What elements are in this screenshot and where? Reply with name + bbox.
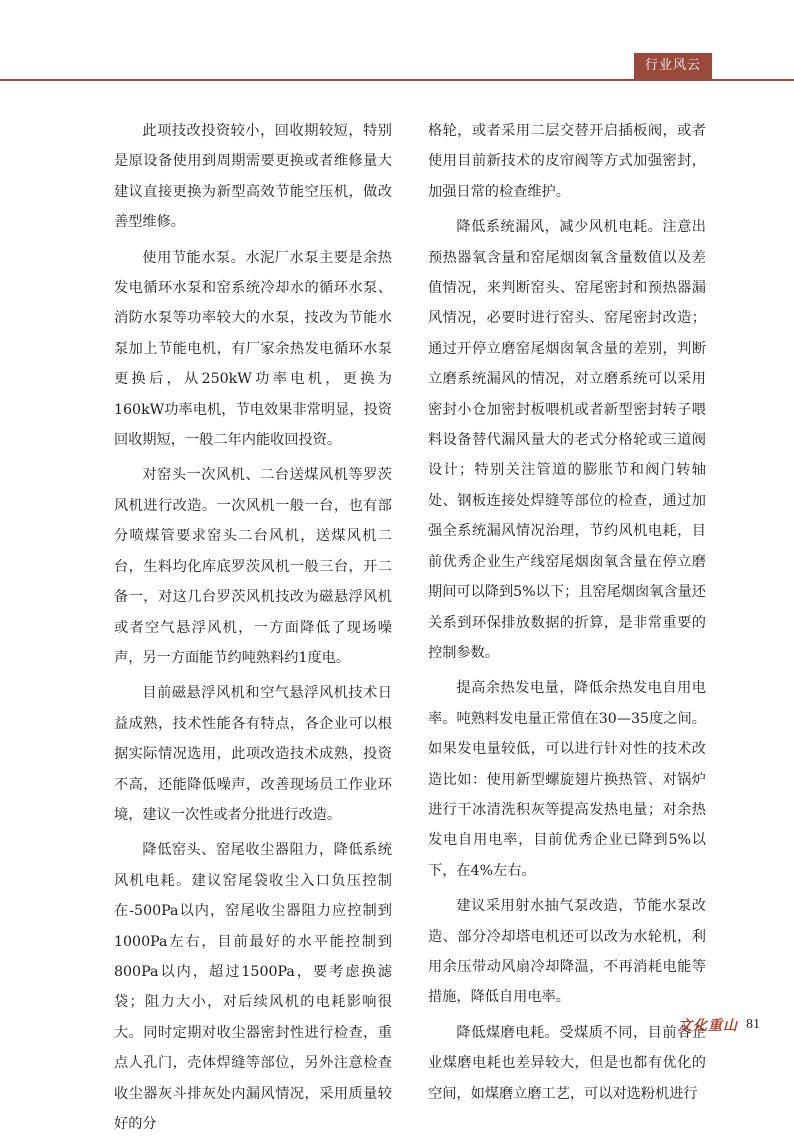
- right-column: [428, 116, 706, 1114]
- paragraph: 目前磁悬浮风机和空气悬浮风机技术日益成熟，技术性能各有特点，各企业可以根据实际情况选用，此项改造技术成熟，投资不高，还能降低噪声，改善现场员工作业环境，建议一次性或者分批进行改造。: [114, 685, 392, 823]
- publication-logo: 文化重山: [678, 1018, 738, 1034]
- paragraph: 使用节能水泵。水泥厂水泵主要是余热发电循环水泵和窑系统冷却水的循环水泵、消防水泵等功率较大的水泵，技改为节能水泵加上节能电机，有厂家余热发电循环水泵更换后，从250kW功率电机，更换为160kW功率电机，节电效果非常明显，投资回收期短，一般二年内能收回投资。: [114, 249, 392, 449]
- left-column: [114, 116, 392, 1144]
- page-number: 81: [746, 1017, 760, 1032]
- header-rule: [0, 79, 794, 81]
- paragraph: 降低窑头、窑尾收尘器阻力，降低系统风机电耗。建议窑尾袋收尘入口负压控制在-500Pa以内，窑尾收尘器阻力应控制到1000Pa左右，目前最好的水平能控制到800Pa以内，超过1500Pa，要考虑换滤袋；阻力大小，对后续风机的电耗影响很大。同时定期对收尘器密封性进行检查，重点人孔门，壳体焊缝等部位，另外注意检查收尘器灰斗排灰处内漏风情况，采用质量较好的分: [114, 842, 392, 1132]
- paragraph: 降低系统漏风，减少风机电耗。注意出预热器氧含量和窑尾烟囱氧含量数值以及差值情况，来判断窑头、窑尾密封和预热器漏风情况，必要时进行窑头、窑尾密封改造；通过开停立磨窑尾烟囱氧含量的差别，判断立磨系统漏风的情况，对立磨系统可以采用密封小仓加密封板喂机或者新型密封转子喂料设备替代漏风量大的老式分格轮或三道阀设计；特别关注管道的膨胀节和阀门转轴处、钢板连接处焊缝等部位的检查，通过加强全系统漏风情况治理，节约风机电耗，目前优秀企业生产线窑尾烟囱氧含量在停立磨期间可以降到5%以下；且窑尾烟囱氧含量还关系到环保排放数据的折算，是非常重要的控制参数。: [428, 219, 706, 661]
- paragraph: 降低煤磨电耗。受煤质不同，目前各企业煤磨电耗也差异较大，但是也都有优化的空间，如煤磨立磨工艺，可以对选粉机进行: [428, 1024, 706, 1102]
- section-label: 行业风云: [634, 53, 712, 79]
- paragraph: 对窑头一次风机、二台送煤风机等罗茨风机进行改造。一次风机一般一台，也有部分喷煤管要求窑头二台风机，送煤风机二台，生料均化库底罗茨风机一般三台，开二备一，对这几台罗茨风机技改为磁悬浮风机或者空气悬浮风机，一方面降低了现场噪声，另一方面能节约吨熟料约1度电。: [114, 467, 392, 666]
- paragraph-continued: 格轮，或者采用二层交替开启插板阀，或者使用目前新技术的皮帘阀等方式加强密封，加强日常的检查维护。: [428, 123, 706, 200]
- paragraph: 建议采用射水抽气泵改造，节能水泵改造、部分冷却塔电机还可以改为水轮机，利用余压带动风扇冷却降温，不再消耗电能等措施，降低自用电率。: [428, 898, 706, 1006]
- page-footer: [660, 1013, 760, 1037]
- paragraph: 此项技改投资较小，回收期较短，特别是原设备使用到周期需要更换或者维修量大建议直接更换为新型高效节能空压机，做改善型维修。: [114, 123, 392, 231]
- paragraph: 提高余热发电量，降低余热发电自用电率。吨熟料发电量正常值在30—35度之间。如果发电量较低，可以进行针对性的技术改造比如：使用新型螺旋翅片换热管、对锅炉进行干冰清洗积灰等提高发热电量；对余热发电自用电率，目前优秀企业已降到5%以下，在4%左右。: [428, 680, 706, 879]
